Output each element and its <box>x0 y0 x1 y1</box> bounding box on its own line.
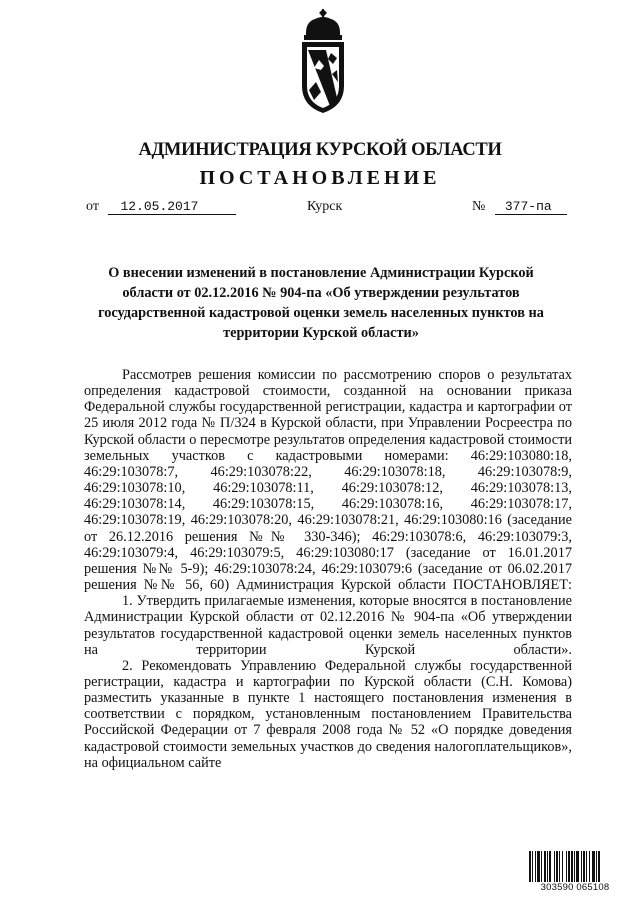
date-prefix: от <box>86 199 99 214</box>
organization-name: АДМИНИСТРАЦИЯ КУРСКОЙ ОБЛАСТИ <box>138 140 502 160</box>
document-body <box>84 367 572 771</box>
document-subject: О внесении изменений в постановление Администрации Курской области от 02.12.2016 № 904-па «Об утверждении результатов государственной кадастровой оценки земель населенных пунктов на территории Курской области» <box>98 265 544 341</box>
kursk-coat-of-arms-icon <box>295 6 351 116</box>
city-name: Курск <box>307 199 343 214</box>
body-paragraph-3: 2. Рекомендовать Управлению Федеральной службы государственной регистрации, кадастра и картографии по Курской области (С.Н. Комова) разместить указанные в пункте 1 настоящего постановления изменения в соответствии с порядком, установленным постановлением Правительства Российской Федерации от 7 февраля 2008 года № 52 «О порядке доведения кадастровой стоимости земельных участков до сведения налогоплательщиков», на официальном сайте <box>84 657 572 771</box>
document-type-title: ПОСТАНОВЛЕНИЕ <box>199 167 441 189</box>
document-date: 12.05.2017 <box>108 199 236 215</box>
barcode-number: 303590 065108 <box>526 882 624 893</box>
document-number: 377-па <box>495 199 567 215</box>
date-block <box>86 199 236 215</box>
body-paragraph-2: 1. Утвердить прилагаемые изменения, которые вносятся в постановление Администрации Курской области от 02.12.2016 № 904-па «Об утверждении результатов государственной кадастровой оценки земель населенных пунктов на территории Курской области». <box>84 593 572 658</box>
body-paragraph-1: Рассмотрев решения комиссии по рассмотрению споров о результатах определения кадастровой стоимости, созданной на основании приказа Федеральной службы государственной регистрации, кадастра и картографии от 25 июля 2012 года № П/324 в Курской области, при Управлении Росреестра по Курской области о пересмотре результатов определения кадастровой стоимости земельных участков с кадастровыми номерами: 46:29:103080:18, 46:29:103078:7, 46:29:103078:22, 46:29:103078:18, 46:29:103078:9, 46:29:103078:10, 46:29:103078:11, 46:29:103078:12, 46:29:103078:13, 46:29:103078:14, 46:29:103078:15, 46:29:103078:16, 46:29:103078:17, 46:29:103078:19, 46:29:103078:20, 46:29:103078:21, 46:29:103080:16 (заседание от 26.12.2016 решения №№ 330-346); 46:29:103078:6, 46:29:103079:3, 46:29:103079:4, 46:29:103079:5, 46:29:103080:17 (заседание от 16.01.2017 решения №№ 5-9); 46:29:103078:24, 46:29:103079:6 (заседание от 06.02.2017 решения №№ 56, 60) Администрация Курской области ПОСТАНОВЛЯЕТ: <box>84 367 572 594</box>
number-prefix: № <box>472 199 486 214</box>
number-block <box>472 199 567 215</box>
